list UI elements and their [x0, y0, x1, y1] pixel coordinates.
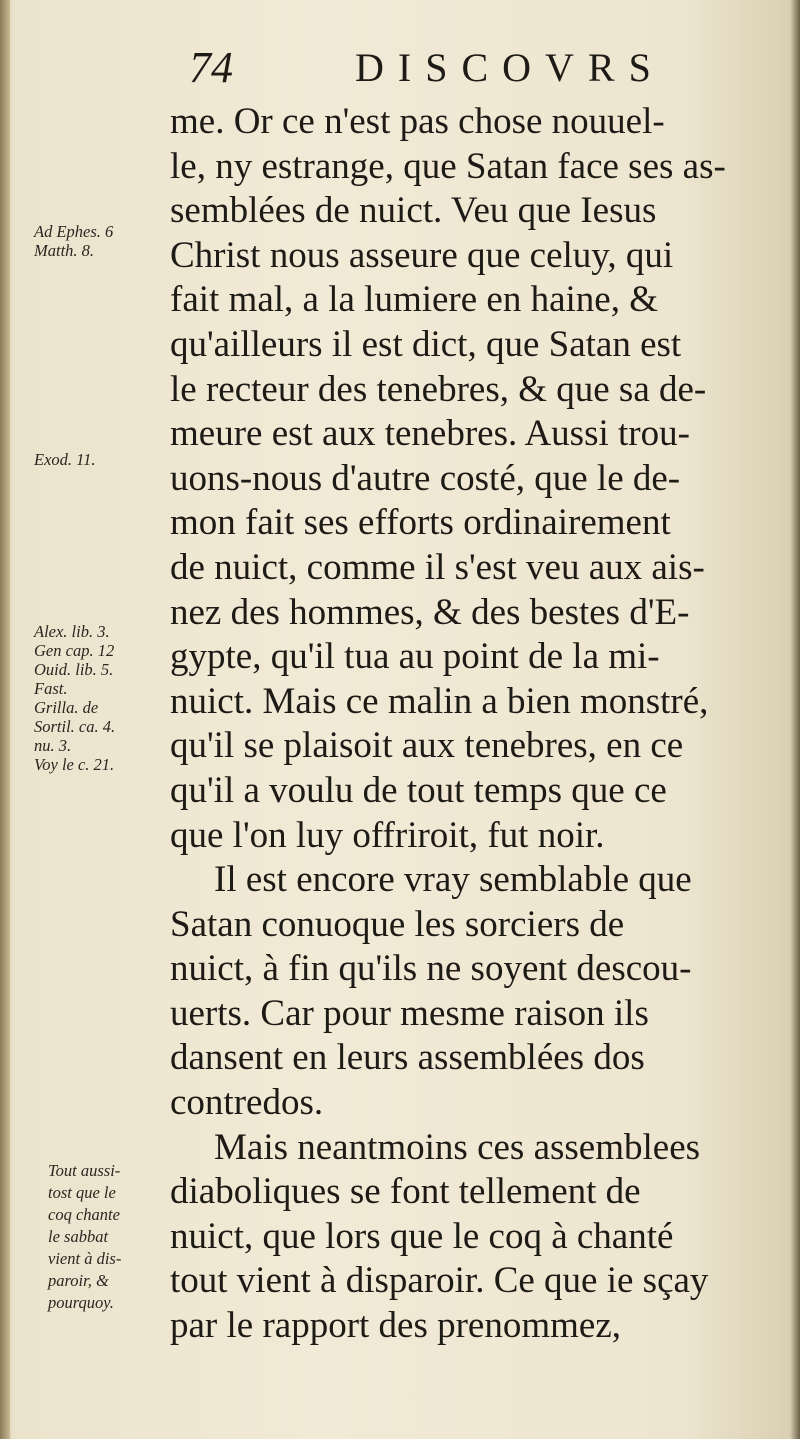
- margin-note-line: Gen cap. 12: [34, 641, 115, 660]
- margin-note-line: tost que le: [48, 1183, 116, 1202]
- text-line: Satan conuoque les sorciers de: [170, 903, 625, 945]
- page-edge: [790, 0, 800, 1439]
- text-line: de nuict, comme il s'est veu aux ais-: [170, 546, 705, 588]
- margin-note-line: Alex. lib. 3.: [34, 622, 110, 641]
- margin-note-line: Ad Ephes. 6: [34, 222, 114, 241]
- text-line: me. Or ce n'est pas chose nouuel-: [170, 101, 665, 142]
- margin-note-line: paroir, &: [48, 1271, 109, 1290]
- margin-note-line: Matth. 8.: [34, 241, 95, 260]
- text-line: tout vient à disparoir. Ce que ie sçay: [170, 1260, 709, 1302]
- margin-note-sources: [34, 622, 184, 774]
- text-line: semblées de nuict. Veu que Iesus: [170, 190, 657, 232]
- text-line: contredos.: [170, 1082, 324, 1124]
- text-line: qu'ailleurs il est dict, que Satan est: [170, 323, 682, 365]
- margin-note-coq: [48, 1160, 198, 1314]
- text-line: qu'il a voulu de tout temps que ce: [170, 769, 667, 811]
- text-line: nuict, que lors que le coq à chanté: [170, 1215, 674, 1257]
- margin-note-line: Tout aussi-: [48, 1161, 121, 1180]
- margin-note-line: vient à dis-: [48, 1249, 122, 1268]
- margin-note-line: Ouid. lib. 5.: [34, 660, 114, 679]
- text-line: uons-nous d'autre costé, que le de-: [170, 457, 681, 499]
- text-line: uerts. Car pour mesme raison ils: [170, 992, 649, 1034]
- paragraph-start-line: Il est encore vray semblable que: [214, 859, 692, 901]
- margin-note-line: pourquoy.: [48, 1293, 114, 1312]
- text-line: le, ny estrange, que Satan face ses as-: [170, 145, 726, 187]
- body-text: [170, 100, 770, 1349]
- margin-note-line: le sabbat: [48, 1227, 109, 1246]
- text-line: qu'il se plaisoit aux tenebres, en ce: [170, 725, 684, 767]
- text-line: fait mal, a la lumiere en haine, &: [170, 279, 658, 321]
- text-line: Christ nous asseure que celuy, qui: [170, 234, 674, 276]
- margin-note-exod: [34, 450, 184, 469]
- text-line: gypte, qu'il tua au point de la mi-: [170, 636, 660, 678]
- margin-note-ephes: [34, 222, 184, 260]
- running-head: DISCOVRS: [355, 45, 665, 90]
- page-header: [185, 42, 665, 102]
- text-line: que l'on luy offriroit, fut noir.: [170, 814, 605, 856]
- margin-note-line: coq chante: [48, 1205, 120, 1224]
- margin-note-line: Grilla. de: [34, 698, 99, 717]
- text-line: meure est aux tenebres. Aussi trou-: [170, 413, 690, 455]
- text-line: nuict. Mais ce malin a bien monstré,: [170, 680, 709, 722]
- margin-note-line: nu. 3.: [34, 736, 72, 755]
- text-line: diaboliques se font tellement de: [170, 1171, 641, 1213]
- margin-note-line: Exod. 11.: [34, 450, 96, 469]
- text-line: mon fait ses efforts ordinairement: [170, 502, 671, 544]
- margin-note-line: Fast.: [34, 679, 68, 698]
- margin-note-line: Voy le c. 21.: [34, 755, 115, 774]
- paragraph-start-line: Mais neantmoins ces assemblees: [214, 1126, 701, 1168]
- text-line: nez des hommes, & des bestes d'E-: [170, 591, 690, 633]
- text-line: dansent en leurs assemblées dos: [170, 1037, 645, 1079]
- text-line: nuict, à fin qu'ils ne soyent descou-: [170, 948, 692, 990]
- page-gutter: [0, 0, 10, 1439]
- text-line: par le rapport des prenommez,: [170, 1305, 622, 1347]
- margin-note-line: Sortil. ca. 4.: [34, 717, 116, 736]
- page-number: 74: [189, 43, 233, 92]
- text-line: le recteur des tenebres, & que sa de-: [170, 368, 707, 410]
